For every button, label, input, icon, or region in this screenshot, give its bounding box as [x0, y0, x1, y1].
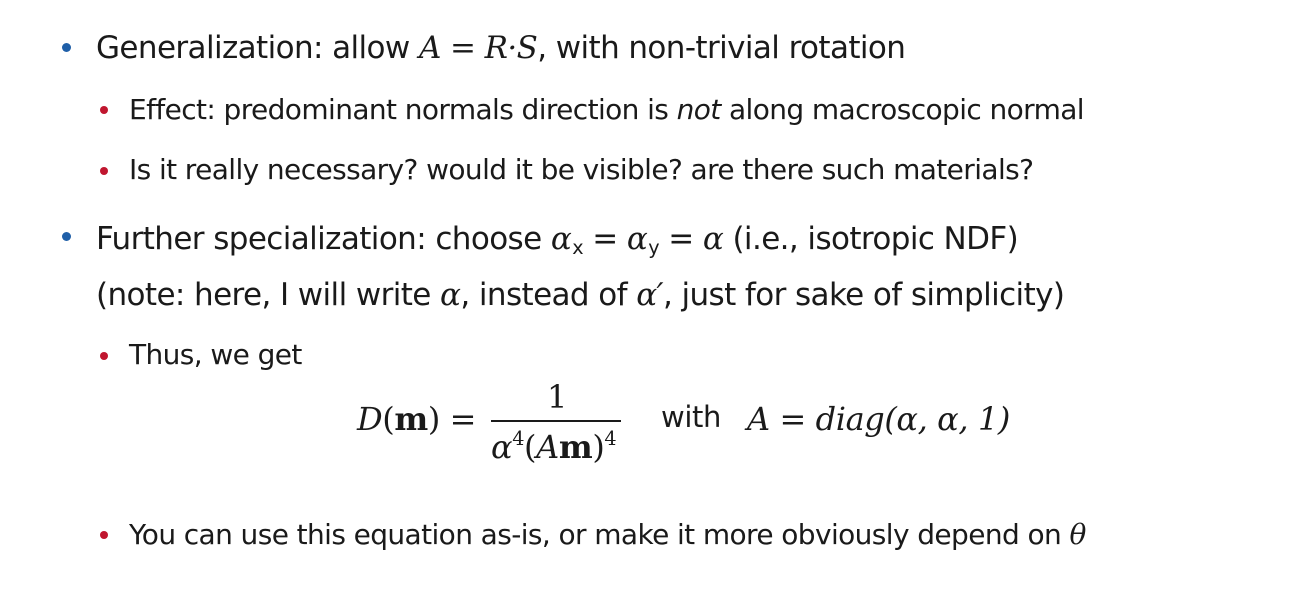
- alpha-symbol: α: [702, 221, 724, 257]
- formula-rhs: A = diag(α, α, 1): [747, 400, 1010, 438]
- alpha-x-subscript: x: [572, 236, 583, 260]
- specialization-line: [96, 221, 1019, 260]
- thus-text: Thus, we get: [129, 338, 302, 371]
- formula-lhs: [357, 400, 476, 438]
- generalization-math: A = R·S: [418, 30, 538, 66]
- den-exp1: 4: [512, 426, 525, 450]
- effect-prefix: Effect: predominant normals direction is: [129, 93, 677, 126]
- specialization-eq2: =: [658, 221, 703, 257]
- formula-denominator: [491, 428, 616, 466]
- effect-line: [129, 93, 1084, 126]
- usage-theta: θ: [1069, 518, 1086, 551]
- den-alpha: α: [491, 428, 513, 466]
- formula-m: m: [394, 400, 428, 438]
- den-exp2: 4: [604, 426, 617, 450]
- formula-with: with: [661, 400, 721, 434]
- note-prefix: (note: here, I will write: [96, 277, 441, 313]
- den-m: m: [558, 428, 593, 466]
- formula-lhs-open: (: [382, 400, 395, 438]
- alpha-y-symbol: α: [626, 221, 648, 257]
- effect-suffix: along macroscopic normal: [720, 93, 1084, 126]
- fraction-bar: [491, 420, 621, 422]
- formula-numerator: 1: [547, 378, 567, 416]
- den-A: A: [536, 428, 559, 466]
- level2-bullet-dot: [100, 531, 108, 539]
- alpha-y-subscript: y: [648, 236, 659, 260]
- thus-line: [129, 338, 302, 371]
- generalization-prefix: Generalization: allow: [96, 30, 419, 66]
- usage-line: [129, 518, 1086, 551]
- specialization-suffix: (i.e., isotropic NDF): [723, 221, 1019, 257]
- level2-bullet-dot: [100, 106, 108, 114]
- formula-D: D: [357, 400, 383, 438]
- level2-bullet-dot: [100, 167, 108, 175]
- generalization-line: [96, 30, 906, 66]
- level1-bullet-dot: [62, 232, 71, 241]
- den-open: (: [524, 428, 537, 466]
- specialization-eq1: =: [582, 221, 627, 257]
- level1-bullet-dot: [62, 43, 71, 52]
- note-alpha-prime: α′: [636, 277, 663, 313]
- note-alpha: α: [440, 277, 461, 313]
- note-line: [96, 277, 1065, 313]
- note-suffix: , just for sake of simplicity): [662, 277, 1065, 313]
- note-middle: , instead of: [460, 277, 637, 313]
- generalization-suffix: , with non-trivial rotation: [537, 30, 906, 66]
- question-text: Is it really necessary? would it be visible? are there such materials?: [129, 153, 1034, 186]
- effect-emphasis: not: [676, 93, 721, 126]
- den-close: ): [592, 428, 605, 466]
- specialization-prefix: Further specialization: choose: [96, 221, 551, 257]
- question-line: [129, 153, 1034, 186]
- formula-lhs-close: ) =: [427, 400, 477, 438]
- level2-bullet-dot: [100, 352, 108, 360]
- alpha-x-symbol: α: [550, 221, 572, 257]
- usage-prefix: You can use this equation as-is, or make it more obviously depend on: [129, 518, 1070, 551]
